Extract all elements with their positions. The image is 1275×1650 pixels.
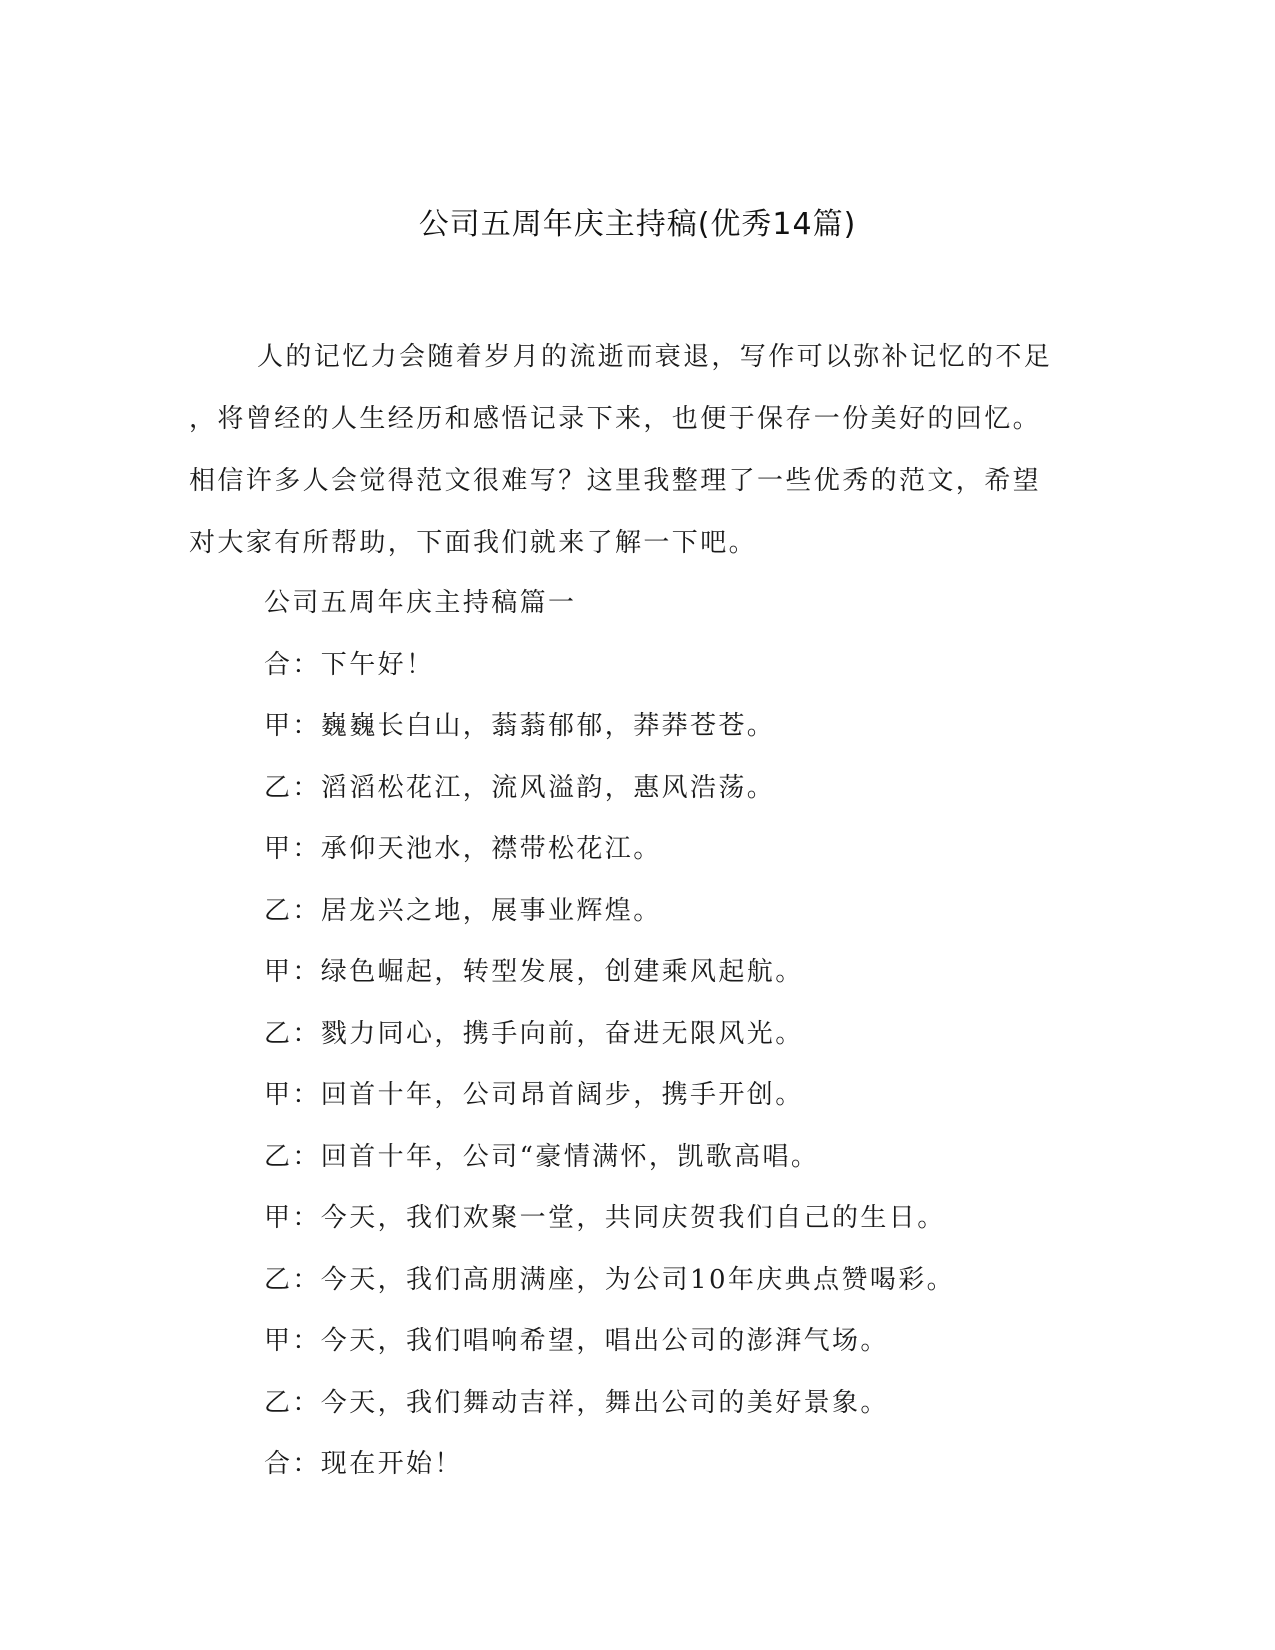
script-line: 甲：巍巍长白山，蓊蓊郁郁，莽莽苍苍。 xyxy=(264,711,776,741)
script-line: 乙：戮力同心，携手向前，奋进无限风光。 xyxy=(264,1018,804,1049)
document-title: 公司五周年庆主持稿(优秀14篇) xyxy=(418,207,857,242)
script-line: 乙：居龙兴之地，展事业辉煌。 xyxy=(264,895,662,926)
script-line: 合：下午好！ xyxy=(264,649,435,680)
section-heading: 公司五周年庆主持稿篇一 xyxy=(264,588,577,618)
script-body xyxy=(264,573,1084,1496)
script-line: 甲：承仰天池水，襟带松花江。 xyxy=(264,834,662,864)
script-line: 甲：今天，我们欢聚一堂，共同庆贺我们自己的生日。 xyxy=(264,1203,946,1233)
script-line: 甲：绿色崛起，转型发展，创建乘风起航。 xyxy=(264,957,804,987)
script-line: 乙：今天，我们高朋满座，为公司10年庆典点赞喝彩。 xyxy=(264,1264,956,1295)
intro-line: ，将曾经的人生经历和感悟记录下来，也便于保存一份美好的回忆。 xyxy=(189,404,1042,434)
intro-line: 人的记忆力会随着岁月的流逝而衰退，写作可以弥补记忆的不足 xyxy=(257,342,1053,372)
script-line: 乙：今天，我们舞动吉祥，舞出公司的美好景象。 xyxy=(264,1387,889,1418)
intro-line: 对大家有所帮助，下面我们就来了解一下吧。 xyxy=(189,528,758,558)
script-line: 甲：今天，我们唱响希望，唱出公司的澎湃气场。 xyxy=(264,1326,889,1356)
intro-paragraph xyxy=(189,326,1084,574)
script-line: 乙：回首十年，公司“豪情满怀，凯歌高唱。 xyxy=(264,1141,820,1172)
script-line: 甲：回首十年，公司昂首阔步，携手开创。 xyxy=(264,1080,804,1110)
script-line: 合：现在开始！ xyxy=(264,1449,463,1479)
script-line: 乙：滔滔松花江，流风溢韵，惠风浩荡。 xyxy=(264,772,776,803)
intro-line: 相信许多人会觉得范文很难写？这里我整理了一些优秀的范文，希望 xyxy=(189,466,1042,496)
